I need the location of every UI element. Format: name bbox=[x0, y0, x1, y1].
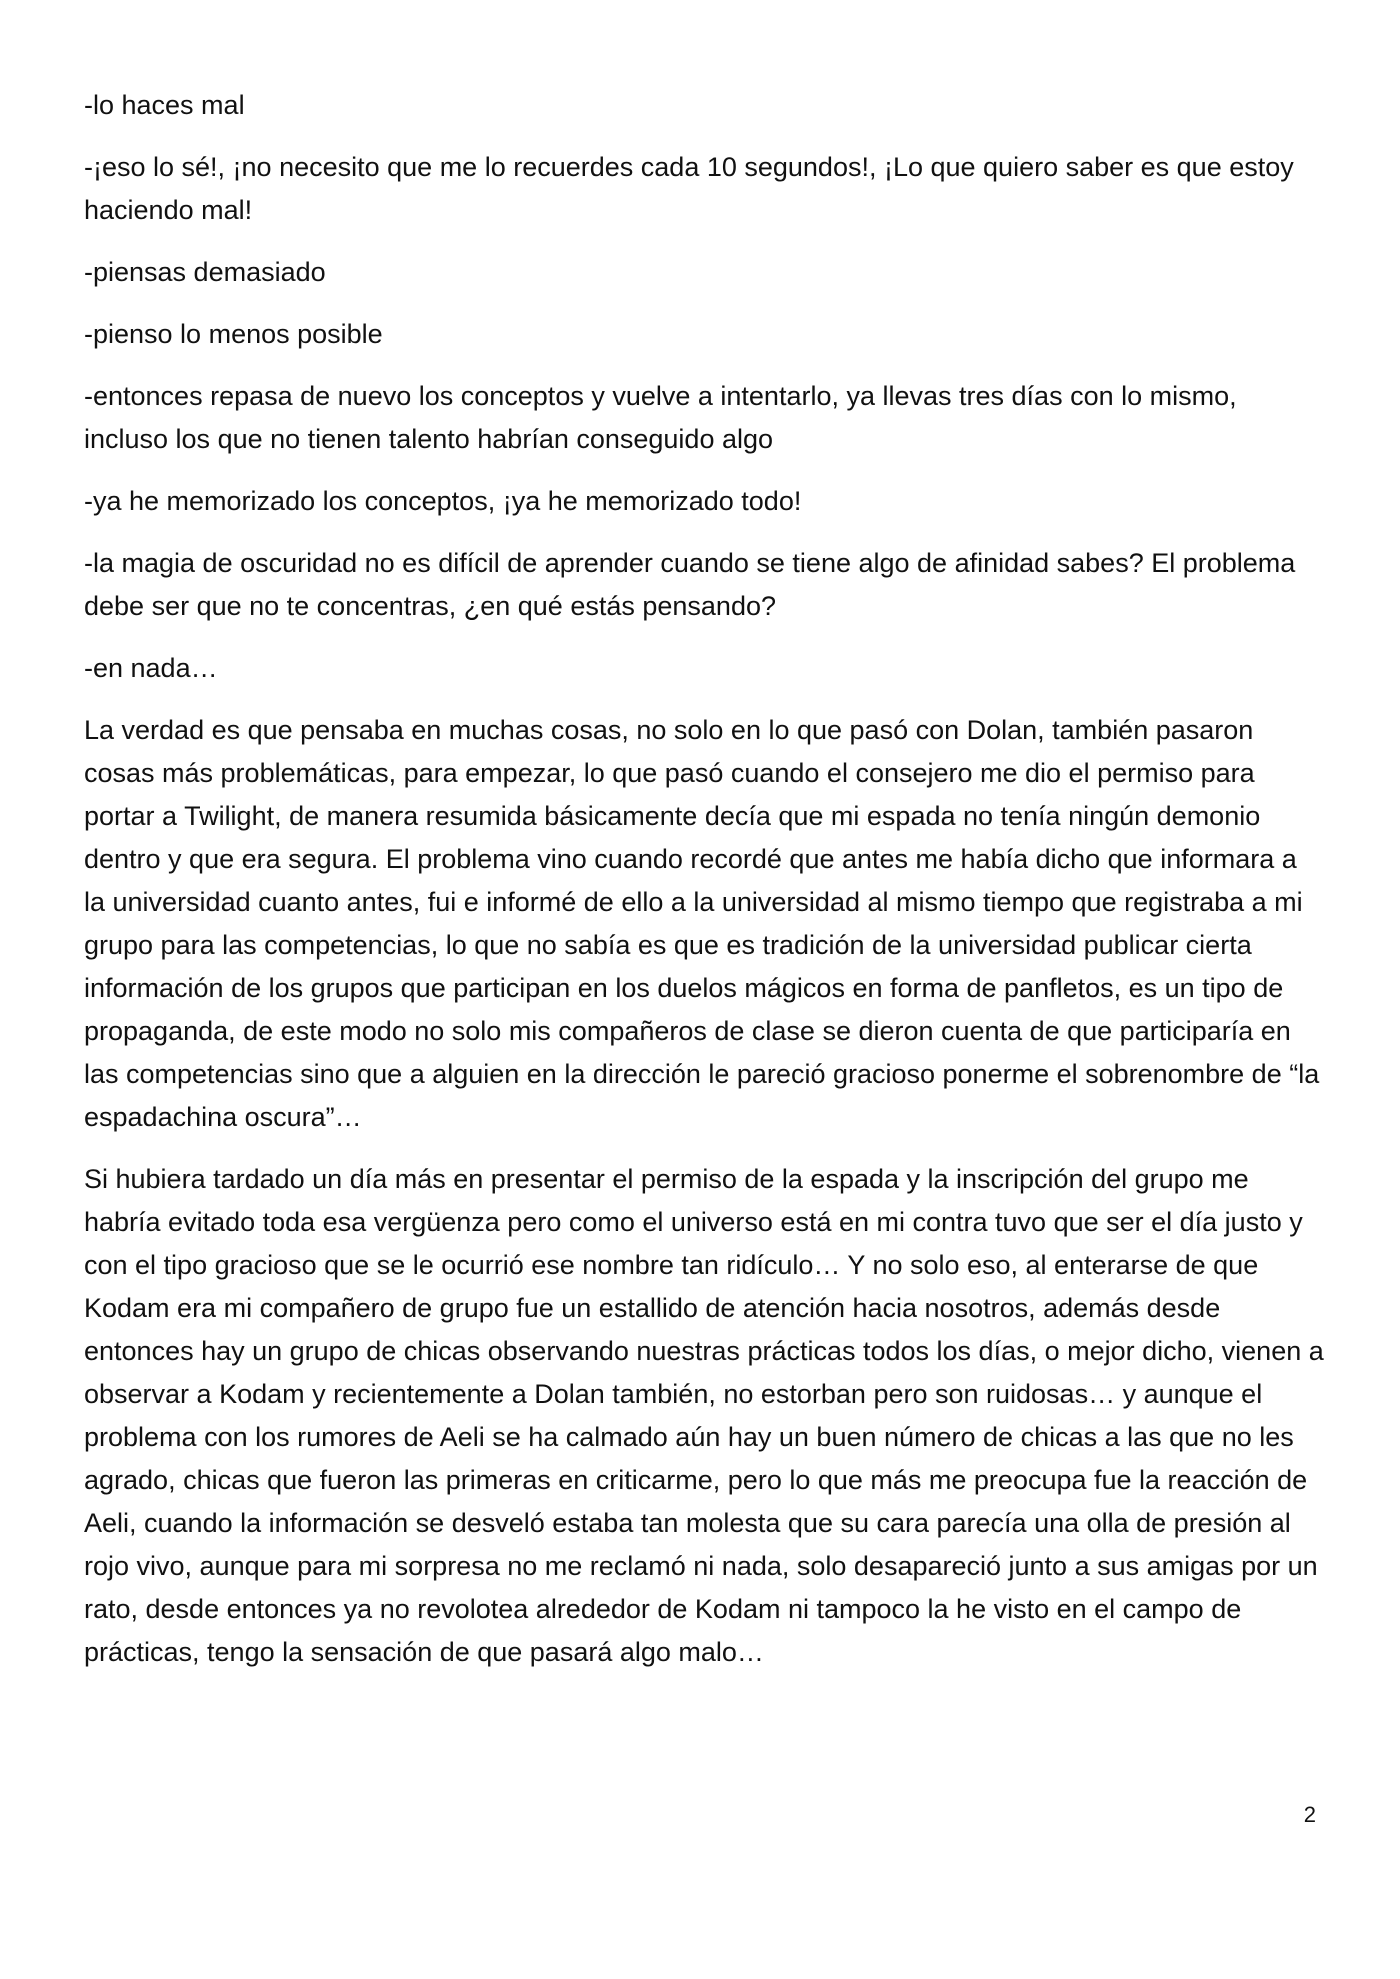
paragraph: -piensas demasiado bbox=[84, 257, 326, 287]
paragraph: La verdad es que pensaba en muchas cosas, no solo en lo que pasó con Dolan, también pasaron cosas más problemáticas, para empezar, lo que pasó cuando el consejero me dio el permiso para portar a Twilight, de manera resumida básicamente decía que mi espada no tenía ningún demonio dentro y que era segura. El problema vino cuando recordé que antes me había dicho que informara a la universidad cuanto antes, fui e informé de ello a la universidad al mismo tiempo que registraba a mi grupo para las competencias, lo que no sabía es que es tradición de la universidad publicar cierta información de los grupos que participan en los duelos mágicos en forma de panfletos, es un tipo de propaganda, de este modo no solo mis compañeros de clase se dieron cuenta de que participaría en las competencias sino que a alguien en la dirección le pareció gracioso ponerme el sobrenombre de “la espadachina oscura”… bbox=[84, 715, 1320, 1132]
paragraph: -en nada… bbox=[84, 653, 218, 683]
paragraph: Si hubiera tardado un día más en presentar el permiso de la espada y la inscripción del grupo me habría evitado toda esa vergüenza pero como el universo está en mi contra tuvo que ser el día justo y con el tipo gracioso que se le ocurrió ese nombre tan ridículo… Y no solo eso, al enterarse de que Kodam era mi compañero de grupo fue un estallido de atención hacia nosotros, además desde entonces hay un grupo de chicas observando nuestras prácticas todos los días, o mejor dicho, vienen a observar a Kodam y recientemente a Dolan también, no estorban pero son ruidosas… y aunque el problema con los rumores de Aeli se ha calmado aún hay un buen número de chicas a las que no les agrado, chicas que fueron las primeras en criticarme, pero lo que más me preocupa fue la reacción de Aeli, cuando la información se desveló estaba tan molesta que su cara parecía una olla de presión al rojo vivo, aunque para mi sorpresa no me reclamó ni nada, solo desapareció junto a sus amigas por un rato, desde entonces ya no revolotea alrededor de Kodam ni tampoco la he visto en el campo de prácticas, tengo la sensación de que pasará algo malo… bbox=[84, 1164, 1324, 1667]
paragraph: -entonces repasa de nuevo los conceptos y vuelve a intentarlo, ya llevas tres días con lo mismo, incluso los que no tienen talento habrían conseguido algo bbox=[84, 381, 1237, 454]
paragraph: -ya he memorizado los conceptos, ¡ya he memorizado todo! bbox=[84, 486, 802, 516]
paragraph: -¡eso lo sé!, ¡no necesito que me lo recuerdes cada 10 segundos!, ¡Lo que quiero saber es que estoy haciendo mal! bbox=[84, 152, 1294, 225]
document-body bbox=[84, 84, 1324, 1693]
paragraph: -lo haces mal bbox=[84, 90, 245, 120]
page-number: 2 bbox=[1303, 1802, 1316, 1827]
paragraph: -pienso lo menos posible bbox=[84, 319, 383, 349]
paragraph: -la magia de oscuridad no es difícil de aprender cuando se tiene algo de afinidad sabes? El problema debe ser que no te concentras, ¿en qué estás pensando? bbox=[84, 548, 1296, 621]
